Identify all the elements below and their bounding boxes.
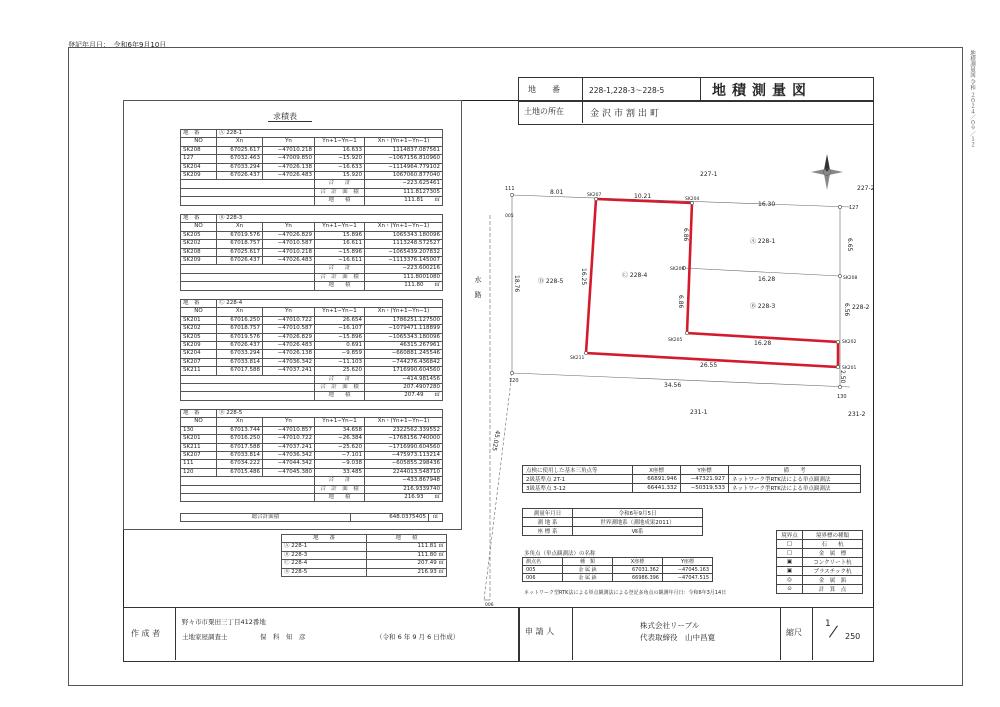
applicant-company: 株式会社リーブル (640, 621, 700, 630)
svg-text:34.56: 34.56 (664, 382, 682, 389)
lot-228-4-outline (586, 199, 838, 367)
table-row: SK205 67019.576 −47026.829 15.896 1065343.180096 (181, 231, 443, 239)
maker-name: 保 科 知 彦 (260, 633, 306, 641)
point-marker (838, 385, 841, 388)
metal-marker-icon: □ (777, 549, 803, 558)
table-row: SK207 67033.814 −47036.342 −11.103 −744276.436842 (181, 358, 443, 366)
calc-table-d: 地 番 Ⓓ 228-5 NO Xn Yn Yn+1−Yn−1 Xn・(Yn+1−Yn−1) 130 67013.744 −47010.857 34.658 2322562.339552 SK201 67016.250 −47010.722 −26.384 −1768156.740000 SK211 67017.588 −47037.241 −25.620 −1716990.604560 SK207 67033.814 −47036.342 −7.101 −475973.113214 111 67034.222 −47044.342 −9.038 −605855.298436 120 67015.486 −47045.380 33.485 2244013.548710 合 計 −433.867948 合 計 面 積 216.9339740 地 積 216.93 ㎡ (180, 409, 443, 502)
svg-text:6.86: 6.86 (677, 295, 684, 309)
svg-text:005: 005 (505, 214, 514, 219)
svg-text:10.21: 10.21 (634, 193, 652, 200)
svg-text:26.55: 26.55 (700, 362, 718, 369)
table-row: SK208 67025.617 −47010.218 16.633 1114837.087561 (181, 146, 443, 154)
table-row: Ⓐ 228-1 111.81 ㎡ (282, 543, 447, 551)
chiban-value: 228-1,228-3〜228-5 (589, 86, 665, 95)
table-row: SK204 67033.294 −47026.138 −9.859 −660881.245546 (181, 350, 443, 358)
svg-text:2.50: 2.50 (839, 370, 846, 384)
chiban-label: 地 番 (528, 85, 560, 94)
table-row: 130 67013.744 −47010.857 34.658 2322562.339552 (181, 426, 443, 434)
table-row: SK211 67017.588 −47037.241 −25.620 −1716990.604560 (181, 443, 443, 451)
table-row: Ⓓ 228-5 216.93 ㎡ (282, 568, 447, 576)
svg-text:18.76: 18.76 (513, 275, 520, 293)
rtk-note: ネットワーク型RTK法による単点観測法による登記多角点の観測年月日：令和6年3月14日 (524, 590, 727, 596)
svg-text:6.65: 6.65 (846, 238, 853, 252)
svg-text:SK209: SK209 (670, 267, 685, 272)
svg-text:SK208: SK208 (843, 276, 858, 281)
svg-text:16.30: 16.30 (758, 201, 776, 208)
table-row: SK207 67033.814 −47036.342 −7.101 −475973.113214 (181, 452, 443, 460)
point-marker (510, 371, 513, 374)
survey-info-table: 測量年月日 令和6年9月5日 測 地 系 世界測地系（測地成果2011） 座 標 系 Ⅶ系 (522, 508, 703, 536)
lot-c-label: Ⓒ 228-4 (622, 272, 648, 279)
svg-text:6.56: 6.56 (843, 303, 850, 317)
svg-text:45.025: 45.025 (490, 429, 501, 452)
calc-table-c: 地 番 Ⓒ 228-4 NO Xn Yn Yn+1−Yn−1 Xn・(Yn+1−Yn−1) SK201 67016.250 −47010.722 26.654 1786251.127500 SK202 67018.757 −47010.587 −16.107 −1079471.118899 SK205 67019.576 −47026.829 −15.896 −1065343.180096 SK209 67026.437 −47026.483 0.691 46315.267961 SK204 67033.294 −47026.138 −9.859 −660881.245546 SK207 67033.814 −47036.342 −11.103 −744276.436842 SK211 67017.588 −47037.241 25.620 1716990.604560 合 計 −414.981456 合 計 面 積 207.4907280 地 積 207.49 ㎡ (180, 299, 443, 401)
svg-text:6.86: 6.86 (682, 228, 689, 242)
svg-text:8.01: 8.01 (550, 189, 564, 196)
table-row: SK204 67033.294 −47026.138 −16.633 −1114964.779102 (181, 163, 443, 171)
svg-text:127: 127 (849, 205, 859, 211)
svg-text:111: 111 (505, 186, 515, 192)
table-row: 006 金 属 鋲 66986.396 −47047.515 (523, 574, 713, 582)
traverse-line (484, 373, 512, 600)
neighbor-227-1: 227-1 (700, 171, 718, 178)
point-marker (510, 193, 513, 196)
table-row: 111 67034.222 −47044.342 −9.038 −605855.298436 (181, 460, 443, 468)
applicant-label: 申 請 人 (525, 627, 555, 636)
scale-numerator: 1 (825, 619, 831, 629)
scale-denominator: 250 (845, 632, 861, 641)
maker-label: 作 成 者 (131, 629, 161, 638)
neighbor-231-2: 231-2 (848, 411, 866, 418)
table-row: SK209 67026.437 −47026.483 0.691 46315.267961 (181, 342, 443, 350)
svg-text:SK207: SK207 (587, 193, 602, 198)
total-area-table: 総合計面積 648.0375405 ㎡ (180, 513, 443, 522)
svg-text:SK201: SK201 (842, 366, 857, 371)
svg-text:16.28: 16.28 (758, 276, 776, 283)
point-marker (838, 274, 841, 277)
side-note: 地積測量図 令和 ２０２４／０９／１２ (969, 50, 975, 147)
neighbor-228-2: 228-2 (852, 304, 870, 311)
registration-date: 登記年月日： 令和6年9月10日 (68, 41, 167, 49)
maker-title: 土地家屋調査士 (182, 633, 228, 641)
boundary-marker-legend: 境界点 境界標の種類 □ 石 杭 □ 金 属 標 ▣ コンクリート杭 ▣ プラスチック杭 ◎ 金 属 鋲 ⊙ 計 算 点 (776, 530, 863, 594)
table-row: 2級基準点 2T-1 66891.946 −47321.927 ネットワーク型RTK法による単点観測法 (523, 475, 861, 484)
polygon-points-title: 多角点（単点観測法）の名称 (524, 551, 596, 557)
svg-text:16.28: 16.28 (754, 340, 772, 347)
point-marker (836, 340, 839, 343)
boundary-line (512, 195, 850, 207)
table-row: 127 67032.463 −47009.850 −15.920 −1067156.810960 (181, 155, 443, 163)
table-row: Ⓑ 228-3 111.80 ㎡ (282, 551, 447, 559)
scale-label: 縮尺 (786, 628, 802, 637)
table-row: SK211 67017.588 −47037.241 25.620 1716990.604560 (181, 367, 443, 375)
north-arrow-icon (811, 154, 843, 190)
polygon-points-table: 測点名 種 類 X座標 Y座標 005 金 属 鋲 67031.362 −47045.163 006 金 属 鋲 66986.396 −47047.515 (522, 557, 713, 582)
lot-b-label: Ⓑ 228-3 (750, 303, 776, 310)
waterway-label: 水路 (474, 276, 482, 306)
concrete-marker-icon: ▣ (777, 558, 803, 567)
table-row: SK208 67025.617 −47010.218 −15.896 −1065439.207832 (181, 248, 443, 256)
table-row: 3級基準点 3-12 66441.332 −50319.533 ネットワーク型RTK法による単点観測法 (523, 484, 861, 493)
neighbor-227-2: 227-2 (857, 185, 875, 192)
boundary-line (684, 268, 840, 276)
applicant-representative: 代表取締役 山中昌寛 (640, 633, 715, 642)
metal-rivet-icon: ◎ (777, 576, 803, 585)
svg-text:SK204: SK204 (685, 197, 700, 202)
table-row: 120 67015.486 −47045.380 33.485 2244013.548710 (181, 468, 443, 476)
svg-text:120: 120 (509, 378, 519, 384)
point-marker (836, 365, 839, 368)
svg-text:SK205: SK205 (668, 338, 683, 343)
calc-title: 求積表 (273, 112, 297, 121)
area-summary-table: 地 番 地 積 Ⓐ 228-1 111.81 ㎡ Ⓑ 228-3 111.80 ㎡ Ⓒ 228-4 207.49 ㎡ Ⓓ 228-5 216.93 ㎡ (281, 534, 447, 577)
point-marker (685, 331, 688, 334)
table-row: SK202 67018.757 −47010.587 16.611 1113248.572527 (181, 240, 443, 248)
point-marker (584, 351, 587, 354)
stone-marker-icon: □ (777, 540, 803, 549)
maker-date: （令和 6 年 9 月 6 日作成） (376, 633, 460, 641)
table-row: SK209 67026.437 −47026.483 15.920 1067060.877040 (181, 172, 443, 180)
plastic-marker-icon: ▣ (777, 567, 803, 576)
table-row: SK205 67019.576 −47026.829 −15.896 −1065343.180096 (181, 333, 443, 341)
neighbor-231-1: 231-1 (690, 409, 708, 416)
calc-table-b: 地 番 Ⓑ 228-3 NO Xn Yn Yn+1−Yn−1 Xn・(Yn+1−Yn−1) SK205 67019.576 −47026.829 15.896 1065343.180096 SK202 67018.757 −47010.587 16.611 1113248.572527 SK208 67025.617 −47010.218 −15.896 −1065439.207832 SK209 67026.437 −47026.483 −16.611 −1113376.145007 合 計 −223.600216 合 計 面 積 111.8001080 地 積 111.80 ㎡ (180, 214, 443, 291)
svg-text:006: 006 (485, 603, 494, 608)
lot-d-label: Ⓓ 228-5 (538, 278, 564, 285)
control-points-table: 点検に使用した基本三角点等 X座標 Y座標 備 考 2級基準点 2T-1 66891.946 −47321.927 ネットワーク型RTK法による単点観測法 3級基準点 3-12 66441.332 −50319.533 ネットワーク型RTK法による単点観測法 (522, 465, 861, 493)
table-row: 005 金 属 鋲 67031.362 −47045.163 (523, 566, 713, 574)
point-marker (838, 205, 841, 208)
lot-a-label: Ⓐ 228-1 (750, 238, 776, 245)
calc-table-a: 地 番 Ⓐ 228-1 NO Xn Yn Yn+1−Yn−1 Xn・(Yn+1−Yn−1) SK208 67025.617 −47010.218 16.633 1114837.087561 127 67032.463 −47009.850 −15.920 −1067156.810960 SK204 67033.294 −47026.138 −16.633 −1114964.779102 SK209 67026.437 −47026.483 15.920 1067060.877040 合 計 −223.625461 合 計 面 積 111.8127305 地 積 111.81 ㎡ (180, 129, 443, 206)
table-row: SK201 67016.250 −47010.722 26.654 1786251.127500 (181, 316, 443, 324)
table-row: SK202 67018.757 −47010.587 −16.107 −1079471.118899 (181, 325, 443, 333)
maker-address: 野々市市粟田三丁目412番地 (182, 618, 266, 626)
location-value: 金沢市割出町 (590, 109, 663, 119)
doc-title: 地積測量図 (712, 83, 812, 99)
svg-text:16.25: 16.25 (580, 268, 587, 286)
table-row: SK209 67026.437 −47026.483 −16.611 −1113376.145007 (181, 257, 443, 265)
svg-text:130: 130 (837, 394, 847, 400)
svg-text:SK202: SK202 (842, 340, 857, 345)
table-row: SK201 67016.250 −47010.722 −26.384 −1768156.740000 (181, 435, 443, 443)
location-label: 土地の所在 (524, 107, 564, 116)
table-row: Ⓒ 228-4 207.49 ㎡ (282, 560, 447, 568)
calc-point-icon: ⊙ (777, 585, 803, 594)
svg-text:SK211: SK211 (570, 356, 585, 361)
